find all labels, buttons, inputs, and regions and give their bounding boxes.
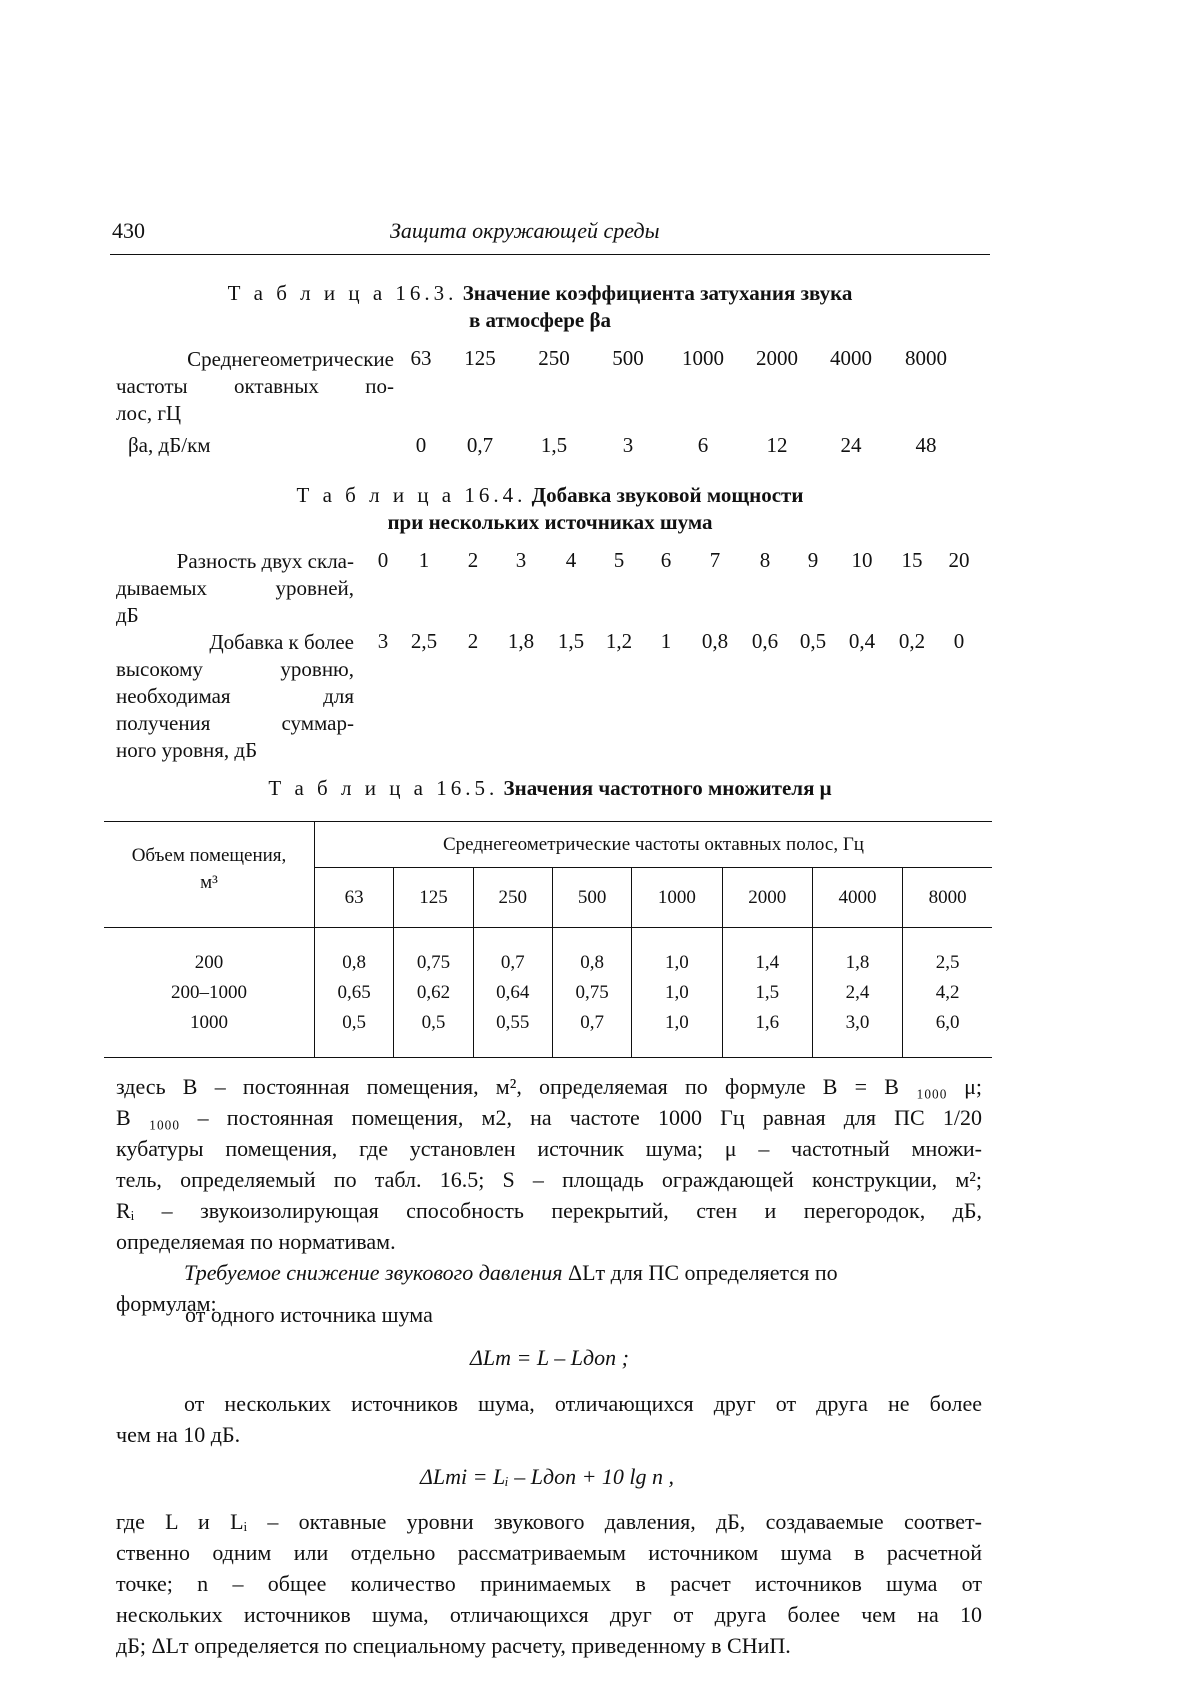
table-16-4-caption xyxy=(230,482,870,536)
label-line: Добавка к более xyxy=(209,630,354,654)
formula-2: ΔLтi = Lᵢ – Lдоп + 10 lg n , xyxy=(420,1464,675,1489)
label-line: ного уровня, дБ xyxy=(116,738,258,762)
mu-value: 0,7 xyxy=(580,1011,604,1033)
table-16-5-caption xyxy=(200,775,900,802)
text-line: ственно одним или отдельно рассматриваемым источником шума в расчетной xyxy=(116,1540,982,1565)
one-source-line: от одного источника шума xyxy=(185,1302,433,1327)
mu-value: 0,7 xyxy=(500,951,525,973)
label-line: необходимая для xyxy=(116,684,354,708)
text-line: определяемая по нормативам. xyxy=(116,1229,396,1254)
mu-column-1000 xyxy=(632,928,722,1058)
mu-value: 2,5 xyxy=(935,951,960,973)
cell: 7 xyxy=(709,548,721,572)
freq-header: 4000 xyxy=(812,868,902,928)
table-16-4-row1-label xyxy=(116,548,354,629)
mu-value: 0,64 xyxy=(496,981,530,1003)
mu-value: 1,6 xyxy=(755,1011,780,1033)
caption-line: Значение коэффициента затухания звука xyxy=(462,281,853,305)
cell: 6 xyxy=(660,548,672,572)
cell: 3 xyxy=(622,433,634,457)
text-line: где L и Lᵢ – октавные уровни звукового давления, дБ, создаваемые соответ- xyxy=(116,1509,982,1534)
table-16-4-additions xyxy=(368,629,982,654)
table-16-3-row2-label: βа, дБ/км xyxy=(128,433,211,457)
text-line: точке; n – общее количество принимаемых в расчет источников шума от xyxy=(116,1571,982,1596)
mu-column-8000 xyxy=(903,928,992,1058)
caption-line: Добавка звуковой мощности xyxy=(531,483,804,507)
volume-value: 1000 xyxy=(190,1011,228,1033)
mu-value: 1,8 xyxy=(845,951,870,973)
volume-header: Объем помещения, xyxy=(131,845,287,866)
header-rule xyxy=(110,254,990,255)
text-fragment: ΔLт для ПС определяется по xyxy=(562,1260,838,1285)
cell: 0,4 xyxy=(848,629,876,653)
freq-header: 500 xyxy=(552,868,631,928)
cell: 1,8 xyxy=(507,629,535,653)
cell: 15 xyxy=(901,548,923,572)
cell: 0 xyxy=(377,548,389,572)
text-line: здесь B – постоянная помещения, м², определяемая по формуле B = B ₁₀₀₀ μ; xyxy=(116,1074,982,1099)
mu-column-125 xyxy=(394,928,473,1058)
mu-column-63 xyxy=(315,928,394,1058)
mu-value: 1,0 xyxy=(665,1011,689,1033)
volume-column xyxy=(104,928,315,1058)
mu-value: 0,75 xyxy=(575,981,609,1003)
cell: 0,7 xyxy=(466,433,494,457)
text-line: кубатуры помещения, где установлен источник шума; μ – частотный множи- xyxy=(116,1136,982,1161)
freq-group-header: Среднегеометрические частоты октавных полос, Гц xyxy=(315,822,993,868)
cell: 0,2 xyxy=(898,629,926,653)
mu-value: 1,5 xyxy=(755,981,780,1003)
cell: 0 xyxy=(953,629,965,653)
freq-header: 2000 xyxy=(722,868,812,928)
cell: 2,5 xyxy=(410,629,438,653)
cell: 5 xyxy=(613,548,625,572)
mu-value: 0,55 xyxy=(496,1011,530,1033)
paragraph-several-sources xyxy=(116,1388,982,1450)
label-line: Среднегеометрические xyxy=(187,347,394,371)
paragraph-definitions xyxy=(116,1071,982,1257)
volume-value: 200 xyxy=(194,951,224,973)
table-16-5 xyxy=(104,821,992,1058)
mu-value: 4,2 xyxy=(935,981,960,1003)
cell: 2 xyxy=(467,548,479,572)
caption-line: в атмосфере βа xyxy=(468,308,612,332)
cell: 10 xyxy=(851,548,873,572)
caption-prefix: Т а б л и ц а 16.4. xyxy=(296,483,527,507)
label-line: частоты октавных по- xyxy=(116,374,394,398)
freq-header: 1000 xyxy=(632,868,722,928)
mu-value: 3,0 xyxy=(845,1011,870,1033)
mu-value: 0,8 xyxy=(580,951,604,973)
cell: 125 xyxy=(464,346,496,370)
mu-value: 0,8 xyxy=(342,951,367,973)
caption-prefix: Т а б л и ц а 16.5. xyxy=(268,776,499,800)
table-16-3-frequencies xyxy=(400,346,964,371)
freq-header: 125 xyxy=(394,868,473,928)
table-16-4-differences xyxy=(368,548,982,573)
freq-header: 250 xyxy=(473,868,552,928)
mu-column-250 xyxy=(473,928,552,1058)
cell: 6 xyxy=(697,433,709,457)
text-line: Rᵢ – звукоизолирующая способность перекрытий, стен и перегородок, дБ, xyxy=(116,1198,982,1223)
cell: 0 xyxy=(415,433,427,457)
label-line: Разность двух скла- xyxy=(176,549,354,573)
text-line: тель, определяемый по табл. 16.5; S – площадь ограждающей конструкции, м²; xyxy=(116,1167,982,1192)
cell: 24 xyxy=(840,433,862,457)
text-line: от нескольких источников шума, отличающихся друг от друга не более xyxy=(184,1391,982,1416)
freq-header: 63 xyxy=(315,868,394,928)
cell: 4000 xyxy=(830,346,872,370)
label-line: дываемых уровней, xyxy=(116,576,354,600)
caption-prefix: Т а б л и ц а 16.3. xyxy=(227,281,458,305)
table-16-3-caption xyxy=(160,280,920,334)
cell: 1,2 xyxy=(605,629,633,653)
cell: 12 xyxy=(766,433,788,457)
text-line: B ₁₀₀₀ – постоянная помещения, м2, на частоте 1000 Гц равная для ПС 1/20 xyxy=(116,1105,982,1130)
table-16-3-row1-label xyxy=(116,346,394,427)
cell: 3 xyxy=(515,548,527,572)
italic-term: Требуемое снижение звукового давления xyxy=(184,1260,563,1285)
cell: 2 xyxy=(467,629,479,653)
mu-value: 0,5 xyxy=(342,1011,367,1033)
mu-value: 0,62 xyxy=(416,981,451,1003)
cell: 0,8 xyxy=(701,629,729,653)
cell: 63 xyxy=(410,346,432,370)
cell: 0,6 xyxy=(751,629,779,653)
page-number: 430 xyxy=(112,218,145,243)
paragraph-final xyxy=(116,1506,982,1661)
volume-header-cell xyxy=(104,822,315,928)
table-16-4-row2-label xyxy=(116,629,354,764)
mu-value: 1,4 xyxy=(755,951,780,973)
cell: 20 xyxy=(948,548,970,572)
mu-column-4000 xyxy=(812,928,902,1058)
cell: 8 xyxy=(759,548,771,572)
mu-value: 1,0 xyxy=(665,981,689,1003)
cell: 1 xyxy=(660,629,672,653)
mu-value: 0,5 xyxy=(421,1011,446,1033)
cell: 3 xyxy=(377,629,389,653)
mu-value: 2,4 xyxy=(845,981,870,1003)
label-line: дБ xyxy=(116,603,139,627)
text-line: чем на 10 дБ. xyxy=(116,1422,241,1447)
label-line: лос, гЦ xyxy=(116,401,182,425)
text-line: дБ; ΔLт определяется по специальному расчету, приведенному в СНиП. xyxy=(116,1633,791,1658)
cell: 9 xyxy=(807,548,819,572)
caption-line: при нескольких источниках шума xyxy=(387,510,713,534)
text-line: формулам: xyxy=(116,1291,217,1316)
mu-column-2000 xyxy=(722,928,812,1058)
freq-header: 8000 xyxy=(903,868,992,928)
formula-1: ΔLт = L – Lдоп ; xyxy=(470,1345,629,1370)
mu-column-500 xyxy=(552,928,631,1058)
mu-value: 0,65 xyxy=(337,981,371,1003)
caption-line: Значения частотного множителя μ xyxy=(503,776,832,800)
cell: 8000 xyxy=(905,346,947,370)
cell: 0,5 xyxy=(799,629,827,653)
running-title: Защита окружающей среды xyxy=(390,218,660,243)
cell: 1000 xyxy=(682,346,724,370)
mu-value: 0,75 xyxy=(416,951,451,973)
table-16-3-values xyxy=(400,433,964,458)
cell: 48 xyxy=(915,433,937,457)
cell: 500 xyxy=(612,346,644,370)
volume-unit: м³ xyxy=(200,872,218,893)
volume-value: 200–1000 xyxy=(171,981,247,1003)
text-line: нескольких источников шума, отличающихся друг от друга более чем на 10 xyxy=(116,1602,982,1627)
cell: 2000 xyxy=(756,346,798,370)
cell: 1,5 xyxy=(557,629,585,653)
cell: 250 xyxy=(538,346,570,370)
label-line: получения суммар- xyxy=(116,711,354,735)
cell: 4 xyxy=(565,548,577,572)
cell: 1,5 xyxy=(540,433,568,457)
cell: 1 xyxy=(418,548,430,572)
mu-value: 6,0 xyxy=(935,1011,960,1033)
paragraph-required-reduction xyxy=(116,1257,982,1288)
mu-value: 1,0 xyxy=(665,951,689,973)
label-line: высокому уровню, xyxy=(116,657,354,681)
